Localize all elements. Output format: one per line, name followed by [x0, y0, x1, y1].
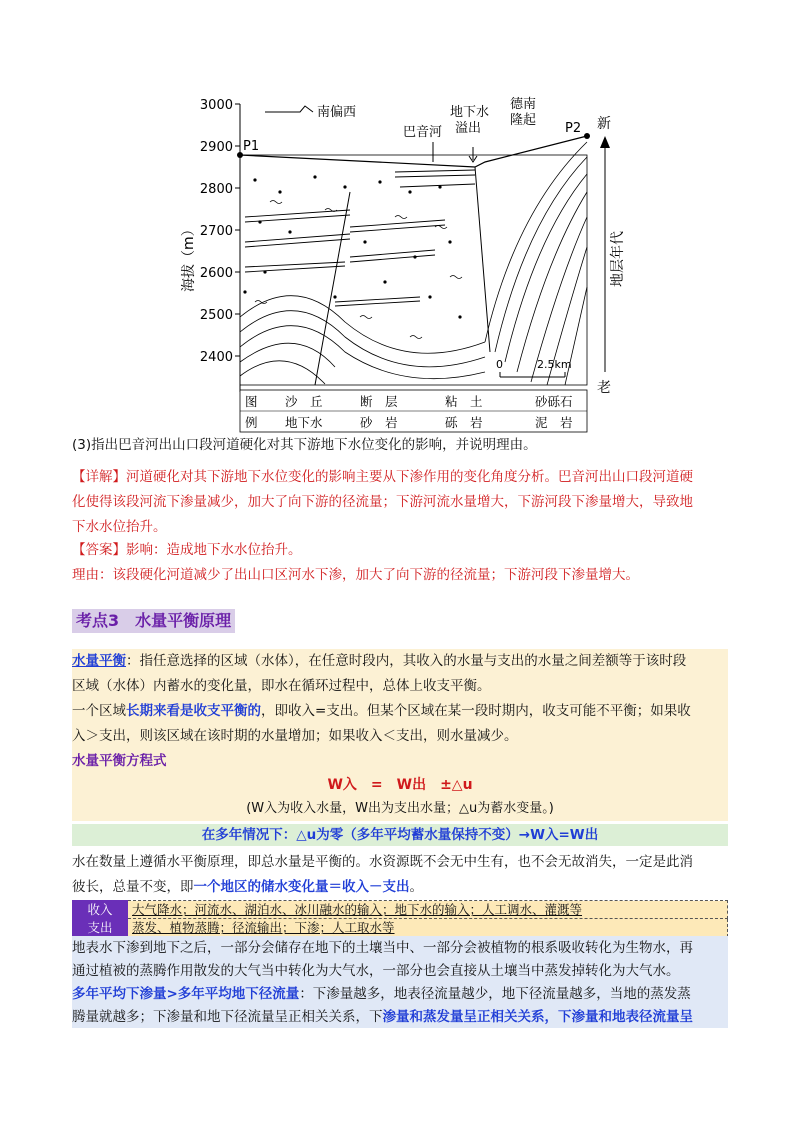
concept-box — [72, 649, 728, 821]
equation-title: 水量平衡方程式 — [72, 753, 167, 769]
concept-text: ，即收入=支出。但某个区域在某一段时期内，收支可能不平衡；如果收 — [261, 703, 691, 719]
term-water-balance: 水量平衡 — [72, 653, 126, 669]
box-line — [72, 982, 728, 1007]
label-uplift-1: 德南 — [510, 97, 537, 112]
scale-zero: 0 — [496, 358, 503, 371]
legend-row2-1: 地下水 — [285, 415, 323, 430]
y-tick: 2400 — [199, 350, 233, 365]
concept-line-3 — [72, 699, 728, 724]
plain-line: 水在数量上遵循水平衡原理，即总水量是平衡的。水资源既不会无中生有，也不会无故消失，一定是此消 — [72, 854, 693, 870]
box-line: 地表水下渗到地下之后，一部分会储存在地下的土壤当中、一部分会被植物的根系吸收转化为生物水，再 — [72, 940, 693, 956]
plain-text: 彼长，总量不变，即 — [72, 879, 194, 895]
long-term-balance-bar: 在多年情况下：△u为零（多年平均蓄水量保持不变）→W入=W出 — [72, 824, 728, 846]
expense-items: 蒸发、植物蒸腾；径流输出；下渗；人工取水等 — [128, 919, 728, 937]
table-row — [73, 901, 728, 919]
label-spring-1: 地下水 — [450, 105, 490, 120]
scale-km: 2.5km — [537, 358, 572, 371]
box-line: 通过植被的蒸腾作用散发的大气当中转化为大气水，一部分也会直接从土壤当中蒸发掉转化为大气水。 — [72, 963, 680, 979]
concept-text: 一个区域 — [72, 703, 126, 719]
label-p1: P1 — [243, 139, 260, 154]
legend-row1-4: 砂砾石 — [535, 394, 573, 409]
plain-paragraph — [72, 850, 732, 900]
key-phrase: 一个地区的储水变化量＝收入－支出 — [193, 879, 410, 895]
geologic-cross-section-figure — [181, 92, 626, 437]
y-tick: 3000 — [199, 98, 233, 113]
concept-line-2: 区域（水体）内蓄水的变化量，即水在循环过程中，总体上收支平衡。 — [72, 678, 491, 694]
detail-block — [72, 465, 732, 540]
key-phrase: 多年平均下渗量>多年平均地下径流量 — [72, 986, 300, 1002]
box-text: 腾量就越多；下渗量和地下径流量呈正相关关系，下 — [72, 1009, 383, 1025]
answer-line: 【答案】影响：造成地下水水位抬升。 — [72, 542, 302, 558]
label-old: 老 — [597, 380, 611, 396]
legend-row1-0: 图 — [245, 394, 258, 409]
legend-row1-2: 断 层 — [360, 394, 398, 409]
concept-text: ：指任意选择的区域（水体），在任意时段内，其收入的水量与支出的水量之间差额等于该时段 — [126, 653, 687, 669]
legend-row2-4: 泥 岩 — [535, 415, 573, 430]
y-tick: 2900 — [199, 140, 233, 155]
detail-line: 【详解】河道硬化对其下游地下水位变化的影响主要从下渗作用的变化角度分析。巴音河出山口段河道硬 — [72, 469, 693, 485]
income-label: 收入 — [73, 901, 128, 919]
y-tick: 2800 — [199, 182, 233, 197]
label-new: 新 — [597, 116, 611, 132]
label-uplift-2: 隆起 — [510, 113, 537, 128]
detail-line: 下水水位抬升。 — [72, 519, 167, 535]
label-river: 巴音河 — [403, 125, 443, 140]
infiltration-box — [72, 936, 728, 1028]
formula: W入 = W出 ±△u — [327, 777, 473, 793]
legend-direction: 南偏西 — [317, 105, 357, 120]
y-axis-label: 海拔（m） — [181, 222, 197, 292]
box-text: ：下渗量越多，地表径流量越少，地下径流量越多，当地的蒸发蒸 — [299, 986, 691, 1002]
formula-note: (W入为收入水量，W出为支出水量；△u为蓄水变量。) — [246, 801, 554, 816]
detail-line: 化使得该段河流下渗量减少，加大了向下游的径流量；下游河流水量增大，下游河段下渗量增大，导致地 — [72, 494, 693, 510]
expense-label: 支出 — [73, 919, 128, 937]
table-row — [73, 919, 728, 937]
question-3: (3)指出巴音河出山口段河道硬化对其下游地下水位变化的影响，并说明理由。 — [72, 437, 537, 453]
key-phrase: 渗量和蒸发量呈正相关关系，下渗量和地表径流量呈 — [382, 1009, 693, 1025]
box-line — [72, 1005, 728, 1030]
concept-line-4: 入＞支出，则该区域在该时期的水量增加；如果收入＜支出，则水量减少。 — [72, 728, 518, 744]
reason-line: 理由：该段硬化河道减少了出山口区河水下渗，加大了向下游的径流量；下游河段下渗量增大。 — [72, 567, 639, 583]
plain-text: 。 — [409, 879, 423, 895]
legend-row2-3: 砾 岩 — [445, 415, 483, 430]
label-age: 地层年代 — [610, 231, 626, 287]
concept-line-1 — [72, 649, 728, 674]
income-expense-table — [72, 900, 728, 937]
y-tick: 2700 — [199, 224, 233, 239]
legend-row2-0: 例 — [245, 415, 258, 430]
plain-line — [72, 875, 732, 900]
cross-section-svg — [181, 92, 626, 437]
key-phrase: 长期来看是收支平衡的 — [126, 703, 261, 719]
income-items: 大气降水；河流水、湖泊水、冰川融水的输入；地下水的输入；人工调水、灌溉等 — [128, 901, 728, 919]
legend-row1-3: 粘 土 — [445, 394, 483, 409]
y-tick: 2500 — [199, 308, 233, 323]
legend-row2-2: 砂 岩 — [360, 415, 398, 430]
label-spring-2: 溢出 — [455, 121, 482, 136]
section-title: 考点3 水量平衡原理 — [72, 609, 235, 633]
y-tick: 2600 — [199, 266, 233, 281]
label-p2: P2 — [565, 121, 582, 136]
legend-row1-1: 沙 丘 — [285, 394, 323, 409]
